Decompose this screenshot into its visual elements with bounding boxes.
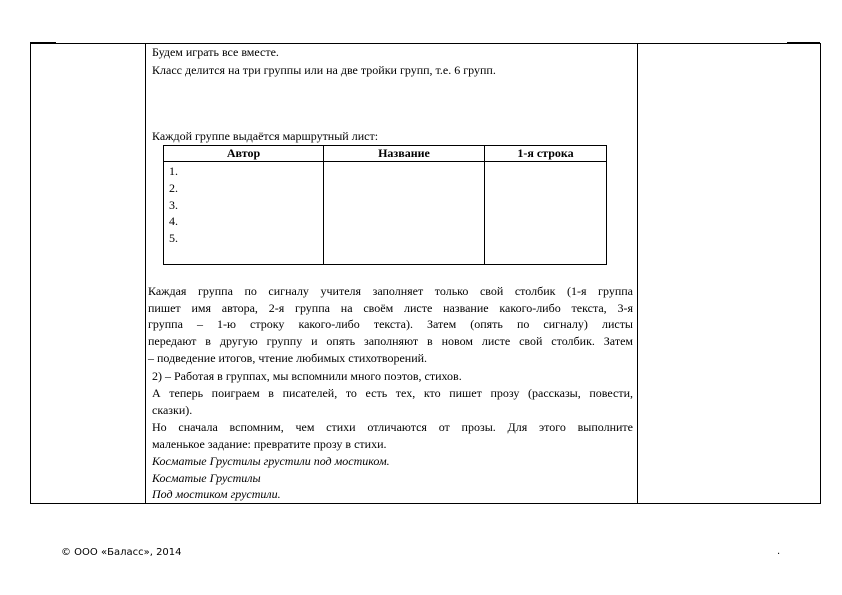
- copyright-footer: © ООО «Баласс», 2014: [61, 547, 182, 558]
- paragraph-line: А теперь поиграем в писателей, то есть тех, кто пишет прозу (рассказы, повести,: [152, 386, 633, 400]
- group-instructions-paragraph: [148, 283, 633, 367]
- corner-mark-right: [787, 42, 820, 44]
- writers-game-paragraph: [152, 385, 633, 418]
- intro-line-2: Класс делится на три группы или на две тройки групп, т.е. 6 групп.: [152, 63, 496, 77]
- paragraph-line: сказки).: [152, 402, 193, 417]
- paragraph-line: передают в другую группу и опять заполняют в новом листе свой столбик. Затем: [148, 334, 633, 349]
- intro-line-1: Будем играть все вместе.: [152, 45, 279, 59]
- paragraph-line: – подведение итогов, чтение любимых стихотворений.: [148, 350, 428, 365]
- page-mark: .: [777, 546, 781, 557]
- prose-to-verse-task-paragraph: [152, 419, 633, 452]
- paragraph-line: группа – 1-ю строку какого-либо текста). Затем (опять по сигналу) листы: [148, 317, 633, 332]
- row-number: 3.: [169, 197, 178, 212]
- example-prose-line: Косматые Грустилы грустили под мостиком.: [152, 454, 390, 468]
- paragraph-line: Но сначала вспомним, чем стихи отличаются от прозы. Для этого выполните: [152, 420, 633, 434]
- corner-mark-left: [30, 42, 56, 44]
- header-author: Автор: [164, 146, 324, 162]
- example-verse-line-1: Косматые Грустилы: [152, 471, 261, 485]
- route-table-header-row: [164, 146, 607, 162]
- paragraph-line: пишет имя автора, 2-я группа на своём листе название какого-либо текста, 3-я: [148, 300, 633, 315]
- first-line-column-cell: [485, 162, 607, 265]
- paragraph-line: Каждая группа по сигналу учителя заполняет только свой столбик (1-я группа: [148, 284, 633, 298]
- row-number: 2.: [169, 180, 178, 195]
- paragraph-line: маленькое задание: превратите прозу в стихи.: [152, 436, 387, 451]
- route-sheet-table: [163, 145, 607, 265]
- group-work-summary: 2) – Работая в группах, мы вспомнили много поэтов, стихов.: [152, 369, 462, 383]
- route-table-body-row: [164, 162, 607, 265]
- header-title: Название: [324, 146, 485, 162]
- row-number: 1.: [169, 164, 178, 178]
- route-sheet-caption: Каждой группе выдаётся маршрутный лист:: [152, 129, 379, 143]
- row-number: 5.: [169, 231, 178, 246]
- header-first-line: 1-я строка: [485, 146, 607, 162]
- column-divider-right: [637, 43, 638, 503]
- column-divider-left: [145, 43, 146, 503]
- author-column-cell: [164, 162, 324, 265]
- example-verse-line-2: Под мостиком грустили.: [152, 487, 281, 501]
- title-column-cell: [324, 162, 485, 265]
- row-number: 4.: [169, 214, 178, 229]
